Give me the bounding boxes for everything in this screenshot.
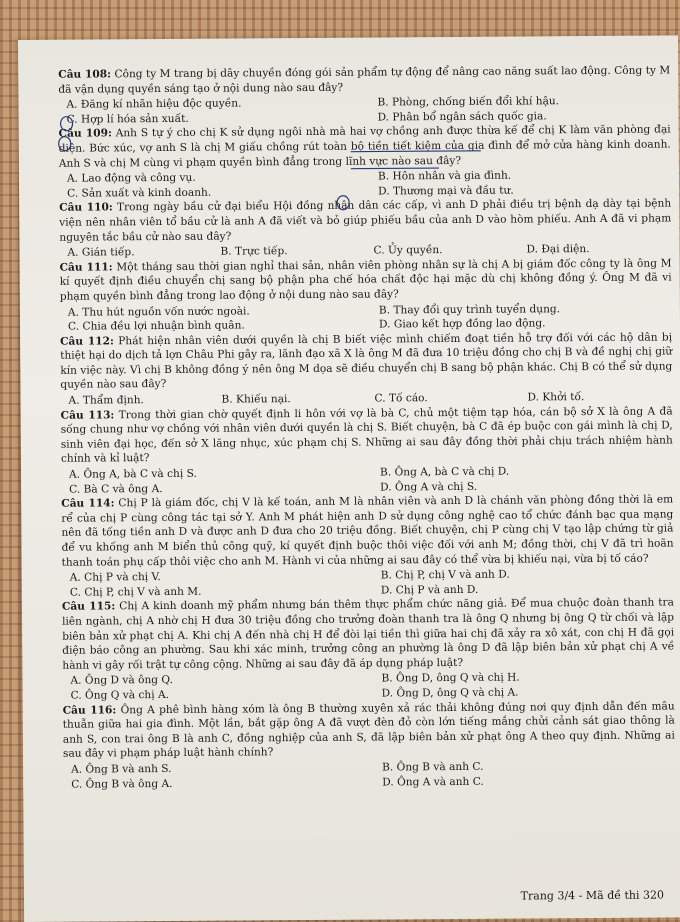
question-stem <box>59 197 671 245</box>
answer-option: C. Ông Q và chị A. <box>70 688 169 702</box>
question-stem <box>62 596 674 673</box>
answer-option: C. Ủy quyền. <box>373 244 443 257</box>
question-block <box>59 197 671 261</box>
question-text: Anh S tự ý cho chị K sử dụng ngôi nhà mà hai vợ chồng anh được thừa kế để chị K làm văn phòng đại diện. Bức xúc, vợ anh S là chị M giấu chồng rút toàn bộ tiền tiết kiệm của gia đình để mở cửa hàng kinh doanh. Anh S và chị M cùng vi phạm quyền bình đẳng trong lĩnh vực nào sau đây? <box>58 123 671 170</box>
page-footer: Trang 3/4 - Mã đề thi 320 <box>520 888 665 903</box>
question-block <box>59 123 672 201</box>
answer-option: A. Thẩm định. <box>68 394 144 407</box>
answer-option: A. Thu hút nguồn vốn nước ngoài. <box>67 304 250 319</box>
question-number: Câu 111: <box>59 261 113 274</box>
question-text: Chị A kinh doanh mỹ phẩm nhưng bán thêm thực phẩm chức năng giả. Để mua chuộc đoàn thanh tra liên ngành, chị A nhờ chị H đưa 30 triệu đồng cho trưởng đoàn thanh tra là ông Q nhưng bị ông Q từ chối và lập biên bản xử phạt chị A. Khi chị A đến nhà chị H để đòi lại tiền thì giữa hai chị đã xảy ra xô xát, con chị H đã gọi điện báo công an phường. Sau khi xác minh, trưởng công an phường là ông D đã lập biên bản xử phạt chị A về hành vi gây rối trật tự công cộng. Những ai sau đây đã áp dụng pháp luật? <box>62 596 675 672</box>
question-text: Công ty M trang bị dây chuyền đóng gói sản phẩm tự động để nâng cao năng suất lao động. Công ty M đã vận dụng quyền sáng tạo ở nội dung nào sau đây? <box>58 64 671 96</box>
question-text: Trong ngày bầu cử đại biểu Hội đồng nhân dân các cấp, vì anh D phải điều trị bệnh dạ dày tại bệnh viện nên nhân viên tổ bầu cử là anh A đã viết và bỏ giúp phiếu bầu của anh D vào hòm phiếu. Anh A đã vi phạm nguyên tắc bầu cử nào sau đây? <box>59 197 672 244</box>
question-number: Câu 108: <box>58 68 112 81</box>
question-stem <box>63 699 675 762</box>
question-number: Câu 116: <box>62 703 117 717</box>
question-number: Câu 115: <box>61 600 116 614</box>
answer-option: C. Ông B và ông A. <box>71 777 173 791</box>
answer-option: D. Ông A và chị S. <box>380 480 478 494</box>
answer-options <box>58 94 670 127</box>
answer-option: C. Chia đều lợi nhuận bình quân. <box>67 319 245 333</box>
question-stem <box>60 256 672 304</box>
answer-option: C. Tố cáo. <box>374 392 428 405</box>
answer-option: C. Hợp lí hóa sản xuất. <box>66 112 189 126</box>
answer-options <box>59 168 671 201</box>
answer-option: B. Chị P, chị V và anh D. <box>380 568 510 582</box>
answer-option: A. Ông D và ông Q. <box>70 674 173 687</box>
answer-options <box>61 463 673 496</box>
answer-options <box>63 758 675 791</box>
question-number: Câu 109: <box>58 127 112 141</box>
answer-options <box>60 301 672 334</box>
answer-options <box>62 567 674 600</box>
question-stem <box>61 404 673 467</box>
question-block <box>58 63 670 127</box>
question-stem <box>61 493 673 570</box>
question-list <box>58 63 675 791</box>
answer-option: D. Khởi tố. <box>527 391 585 404</box>
answer-options <box>62 670 674 703</box>
question-stem <box>60 330 672 393</box>
answer-option: D. Đại diện. <box>526 243 590 256</box>
question-block <box>60 330 673 408</box>
question-block <box>60 256 673 334</box>
answer-option: B. Khiếu nại. <box>221 393 291 406</box>
question-text: Chị P là giám đốc, chị V là kế toán, anh M là nhân viên và anh D là chánh văn phòng đồng thời là em rể của chị P cùng công tác tại sở Y. Anh M phát hiện anh D sử dụng công nghệ cao tổ chức đánh bạc qua mạng nên đã tống tiền anh D và được anh D đưa cho 20 triệu đồng. Biết chuyện, chị P cùng chị V tạo lập chứng từ giả để vu khống anh M biển thủ công quỹ, kí quyết định buộc thôi việc đối với anh M; đồng thời, chị V đã trì hoãn thanh toán phụ cấp thôi việc cho anh M. Hành vi của những ai sau đây có thể vừa bị khiếu nại, vừa bị tố cáo? <box>61 493 674 569</box>
answer-option: A. Lao động và công vụ. <box>66 171 196 185</box>
answer-option: A. Ông A, bà C và chị S. <box>68 467 197 481</box>
question-number: Câu 113: <box>60 408 115 422</box>
answer-option: A. Ông B và anh S. <box>71 762 172 776</box>
answer-option: D. Giao kết hợp đồng lao động. <box>378 317 546 331</box>
answer-option: C. Sản xuất và kinh doanh. <box>67 186 212 200</box>
answer-option: C. Chị P, chị V và anh M. <box>69 585 202 599</box>
answer-option: D. Chị P và anh D. <box>380 583 479 597</box>
answer-option: B. Thay đổi quy trình tuyển dụng. <box>378 302 561 316</box>
answer-option: D. Thương mại và đầu tư. <box>378 184 514 198</box>
question-text: Một tháng sau thời gian nghỉ thai sản, nhân viên phòng nhân sự là chị A bị giám đốc công ty là ông M kí quyết định điều chuyển chị sang bộ phận pha chế hóa chất độc hại mặc dù chị không đồng ý. Ông M đã vi phạm quyền bình đẳng trong lao động ở nội dung nào sau đây? <box>59 257 672 303</box>
answer-option: A. Đăng kí nhãn hiệu độc quyền. <box>66 97 242 111</box>
question-stem <box>58 63 670 96</box>
question-text: Trong thời gian chờ quyết định li hôn với vợ là bà C, chủ một tiệm tạp hóa, cán bộ sở X là ông A đã sống chung như vợ chồng với nhân viên dưới quyền là chị S. Biết chuyện, bà C đã ép buộc con gái mình là chị D, sinh viên đại học, đến sở X lăng nhục, xúc phạm chị S. Những ai sau đây đồng thời phải chịu trách nhiệm hành chính và kỉ luật? <box>60 405 673 466</box>
question-block <box>61 493 674 600</box>
question-block <box>63 699 676 792</box>
answer-option: A. Chị P và chị V. <box>69 571 161 584</box>
exam-page <box>18 35 680 922</box>
answer-option: D. Ông D, ông Q và chị A. <box>381 686 519 700</box>
question-block <box>61 404 674 497</box>
question-text: Ông A phê bình hàng xóm là ông B thường xuyên xả rác thải không đúng nơi quy định dẫn đến mâu thuẫn giữa hai gia đình. Một lần, bắt gặp ông A đã vượt đèn đỏ còn lớn tiếng mắng chửi cảnh sát giao thông là anh S, con trai ông B là anh C, đồng nghiệp của anh S, đã lập biên bản xử phạt ông A theo quy định. Những ai sau đây vi phạm pháp luật hành chính? <box>62 699 675 761</box>
answer-option: C. Bà C và ông A. <box>69 482 163 496</box>
answer-option: B. Ông D, ông Q và chị H. <box>381 671 520 685</box>
answer-option: B. Trực tiếp. <box>220 245 288 258</box>
question-number: Câu 112: <box>60 335 114 348</box>
answer-option: A. Gián tiếp. <box>67 246 135 259</box>
question-block <box>62 596 675 703</box>
answer-option: B. Ông A, bà C và chị D. <box>379 465 510 479</box>
answer-option: B. Hôn nhân và gia đình. <box>377 169 512 183</box>
answer-option: D. Ông A và anh C. <box>382 775 484 788</box>
answer-option: B. Ông B và anh C. <box>382 760 484 774</box>
question-text: Phát hiện nhân viên dưới quyền là chị B biết việc mình chiếm đoạt tiền hỗ trợ đối với các hộ dân bị thiệt hại do dịch tả lợn Châu Phi gây ra, lãnh đạo xã X là ông M đã đưa 10 triệu đồng cho chị B và đề nghị chị giữ kín việc này. Vì chị B không đồng ý nên ông M dọa sẽ điều chuyển chị B sang bộ phận khác. Chị B có thể sử dụng quyền nào sau đây? <box>60 331 673 392</box>
question-number: Câu 114: <box>61 497 115 510</box>
answer-option: D. Phân bổ ngân sách quốc gia. <box>377 110 547 124</box>
question-number: Câu 110: <box>59 201 113 215</box>
question-stem <box>59 123 671 171</box>
answer-option: B. Phòng, chống biến đổi khí hậu. <box>377 95 560 109</box>
